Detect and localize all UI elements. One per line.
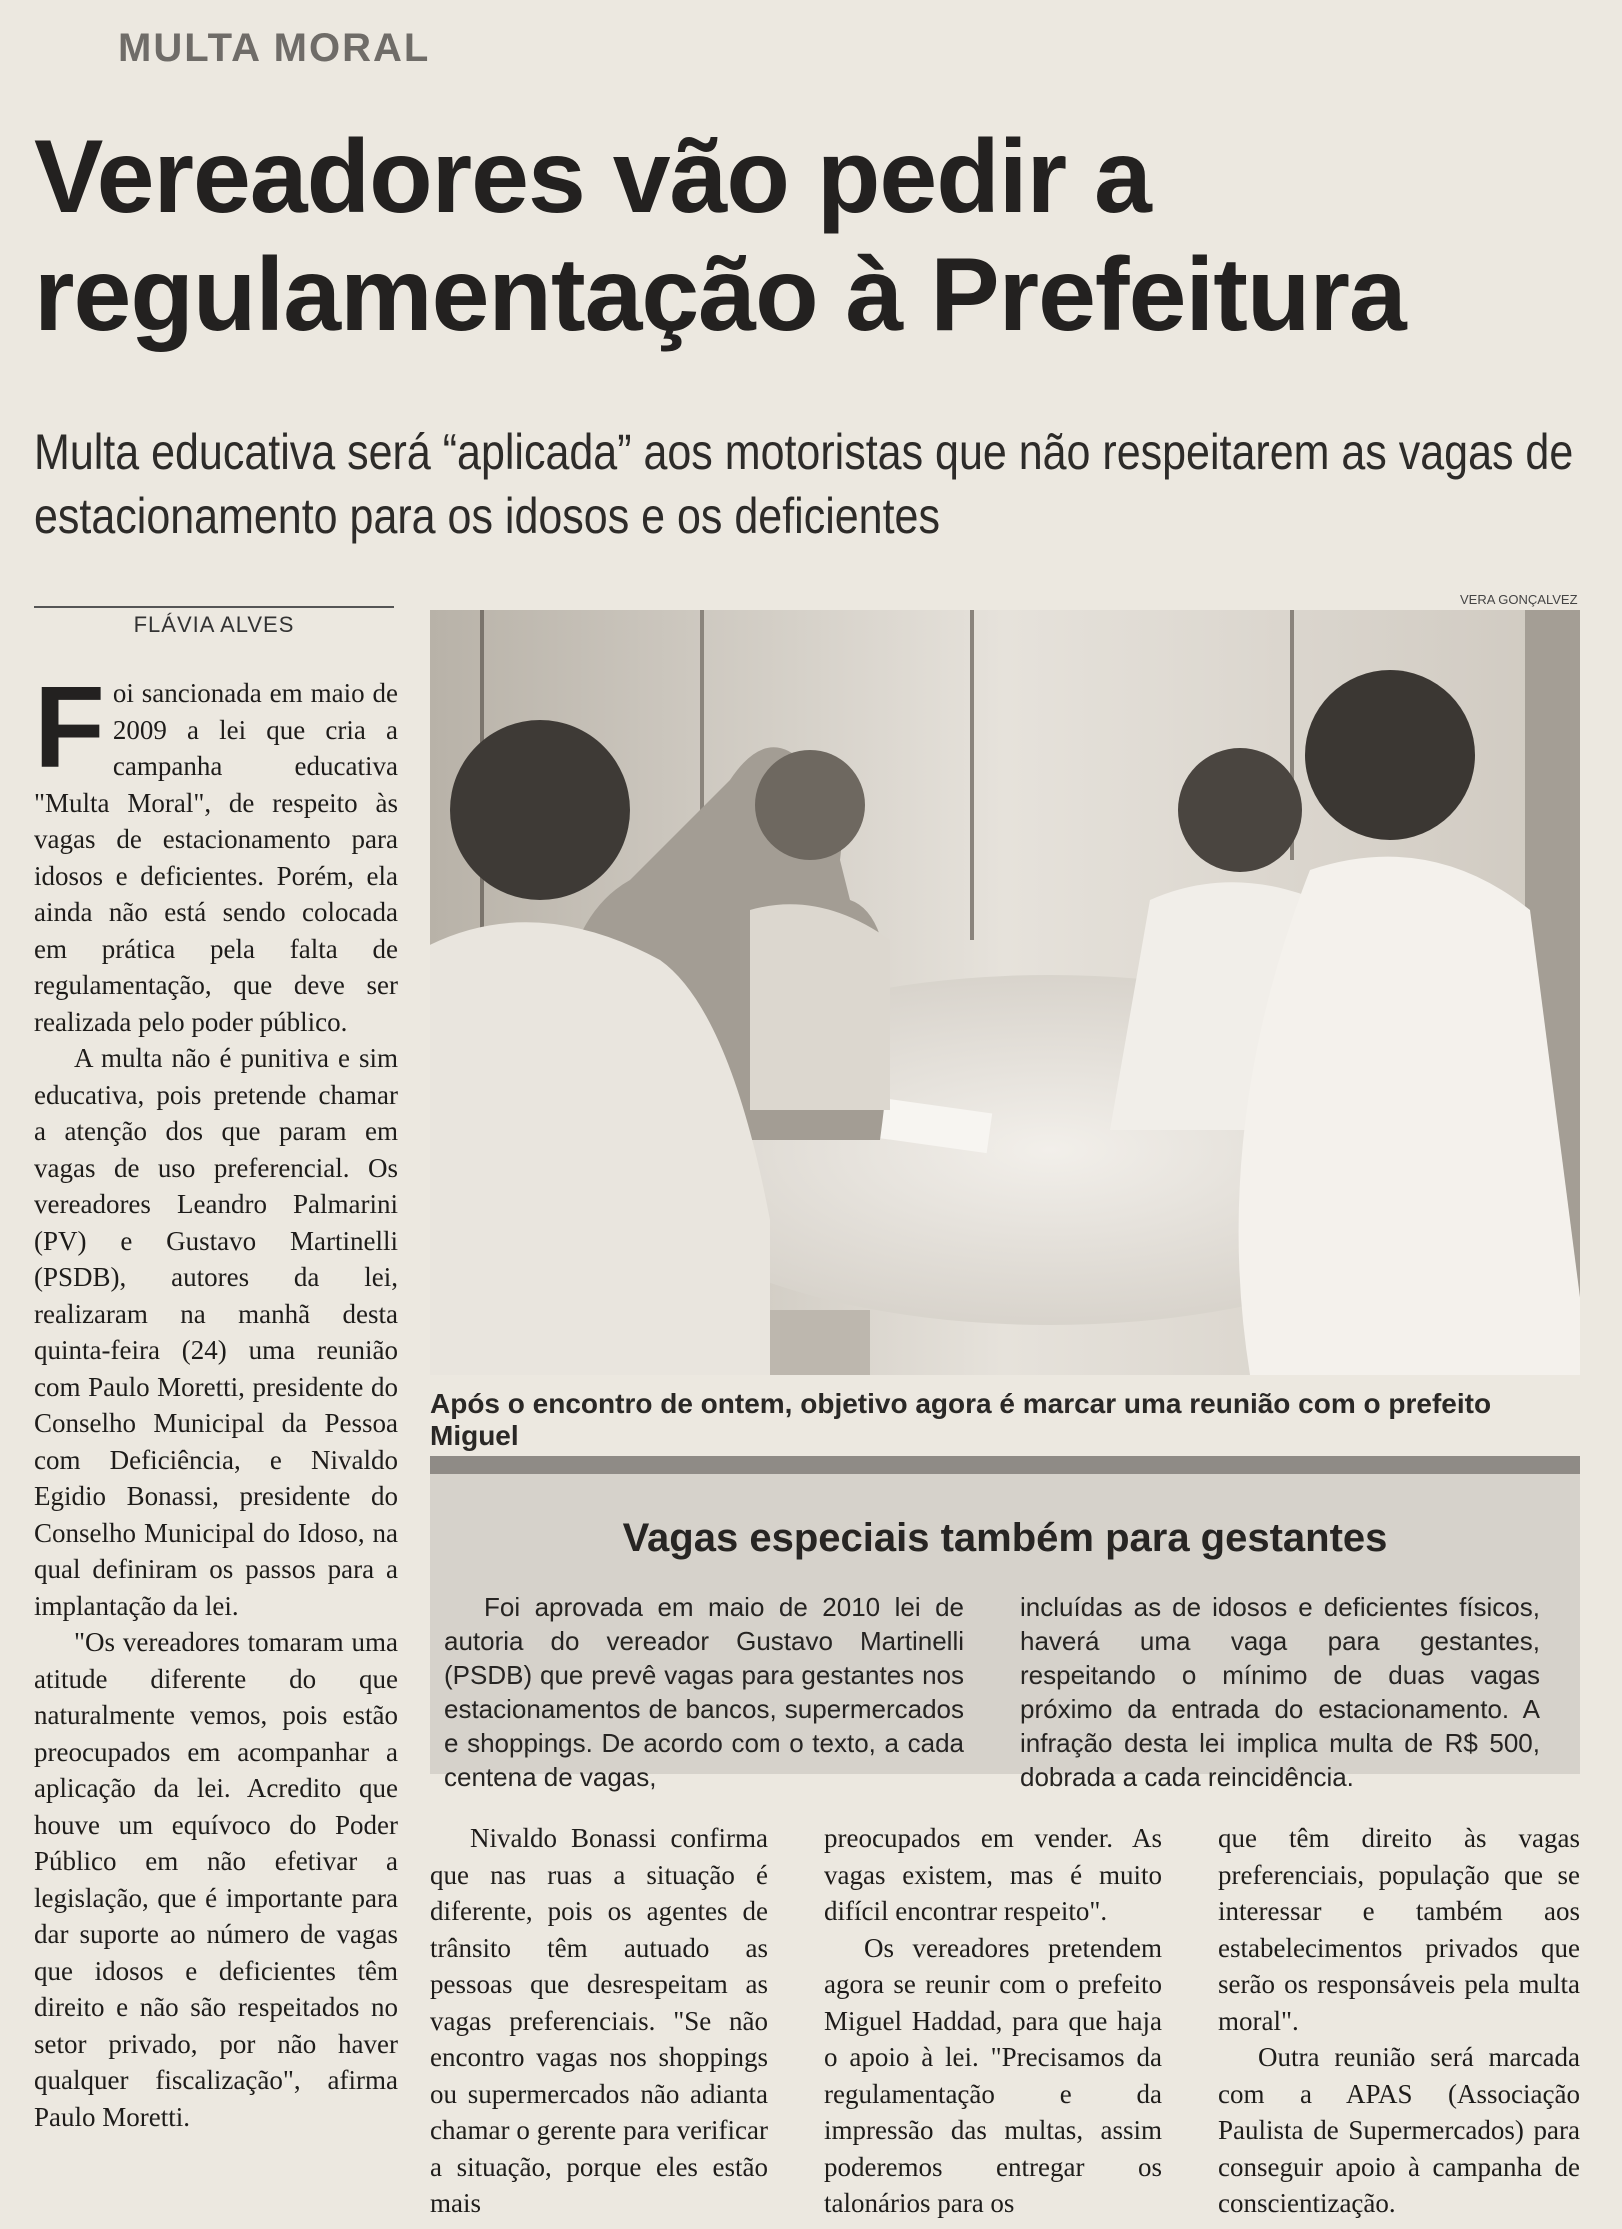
article-paragraph: que têm direito às vagas preferenciais, população que se interessar e também aos estabelecimentos privados que serão os responsáveis pela multa moral". bbox=[1218, 1823, 1580, 2036]
subheadline: Multa educativa será “aplicada” aos motoristas que não respeitarem as vagas de estacionamento para os idosos e os deficientes bbox=[34, 424, 1574, 544]
sidebar-box-column-2: incluídas as de idosos e deficientes físicos, haverá uma vaga para gestantes, respeitando o mínimo de duas vagas próximo da entrada do estacionamento. A infração desta lei implica multa de R$ 500, dobrada a cada reincidência. bbox=[1020, 1592, 1540, 1792]
photo-credit: VERA GONÇALVEZ bbox=[1460, 592, 1578, 607]
paragraph-text: oi sancionada em maio de 2009 a lei que cria a campanha educativa "Multa Moral", de respeito às vagas de estacionamento para idosos e deficientes. Porém, ela ainda não está sendo colocada em prática pela falta de regulamentação, que deve ser realizada pelo poder público. bbox=[34, 678, 398, 1037]
sidebar-box-title: Vagas especiais também para gestantes bbox=[622, 1516, 1388, 1560]
article-paragraph-1 bbox=[34, 662, 398, 1040]
headline: Vereadores vão pedir a regulamentação à Prefeitura bbox=[34, 119, 1406, 353]
drop-cap: F bbox=[34, 662, 105, 792]
byline: FLÁVIA ALVES bbox=[34, 606, 394, 638]
section-tag: MULTA MORAL bbox=[118, 26, 431, 70]
photo-caption: Após o encontro de ontem, objetivo agora é marcar uma reunião com o prefeito Miguel bbox=[430, 1388, 1492, 1451]
article-paragraph-3: "Os vereadores tomaram uma atitude diferente do que naturalmente vemos, pois estão preocupados em acompanhar a aplicação da lei. Acredito que houve um equívoco do Poder Público em não efetivar a legislação, que é importante para dar suporte ao número de vagas que idosos e deficientes têm direito e não são respeitados no setor privado, por não haver qualquer fiscalização", afirma Paulo Moretti. bbox=[34, 1627, 398, 2132]
article-paragraph: Outra reunião será marcada com a APAS (Associação Paulista de Supermercados) para conseguir apoio à campanha de conscientização. bbox=[1218, 2042, 1580, 2218]
article-paragraph: Os vereadores pretendem agora se reunir com o prefeito Miguel Haddad, para que haja o apoio à lei. "Precisamos da regulamentação e da impressão das multas, assim poderemos entregar os talonários para os bbox=[824, 1932, 1162, 2218]
meeting-photo bbox=[430, 610, 1580, 1375]
article-column-2 bbox=[430, 1820, 768, 2222]
article-paragraph: Nivaldo Bonassi confirma que nas ruas a situação é diferente, pois os agentes de trânsito têm autuado as pessoas que desrespeitam as vagas preferenciais. "Se não encontro vagas nos shoppings ou supermercados não adianta chamar o gerente para verificar a situação, porque eles estão mais bbox=[430, 1823, 768, 2218]
article-column-4 bbox=[1218, 1820, 1580, 2222]
article-paragraph-2: A multa não é punitiva e sim educativa, pois pretende chamar a atenção dos que param em vagas de uso preferencial. Os vereadores Leandro Palmarini (PV) e Gustavo Martinelli (PSDB), autores da lei, realizaram na manhã desta quinta-feira (24) uma reunião com Paulo Moretti, presidente do Conselho Municipal da Pessoa com Deficiência, e Nivaldo Egidio Bonassi, presidente do Conselho Municipal do Idoso, na qual definiram os passos para a implantação da lei. bbox=[34, 1043, 398, 1621]
article-paragraph: preocupados em vender. As vagas existem, mas é muito difícil encontrar respeito". bbox=[824, 1823, 1162, 1926]
sidebar-box-column-1: Foi aprovada em maio de 2010 lei de autoria do vereador Gustavo Martinelli (PSDB) que prevê vagas para gestantes nos estacionamentos de bancos, supermercados e shoppings. De acordo com o texto, a cada centena de vagas, bbox=[444, 1592, 964, 1792]
article-column-3 bbox=[824, 1820, 1162, 2222]
article-column-1 bbox=[34, 662, 398, 2135]
sidebar-box bbox=[430, 1456, 1580, 1792]
meeting-photo-illustration bbox=[430, 610, 1580, 1375]
